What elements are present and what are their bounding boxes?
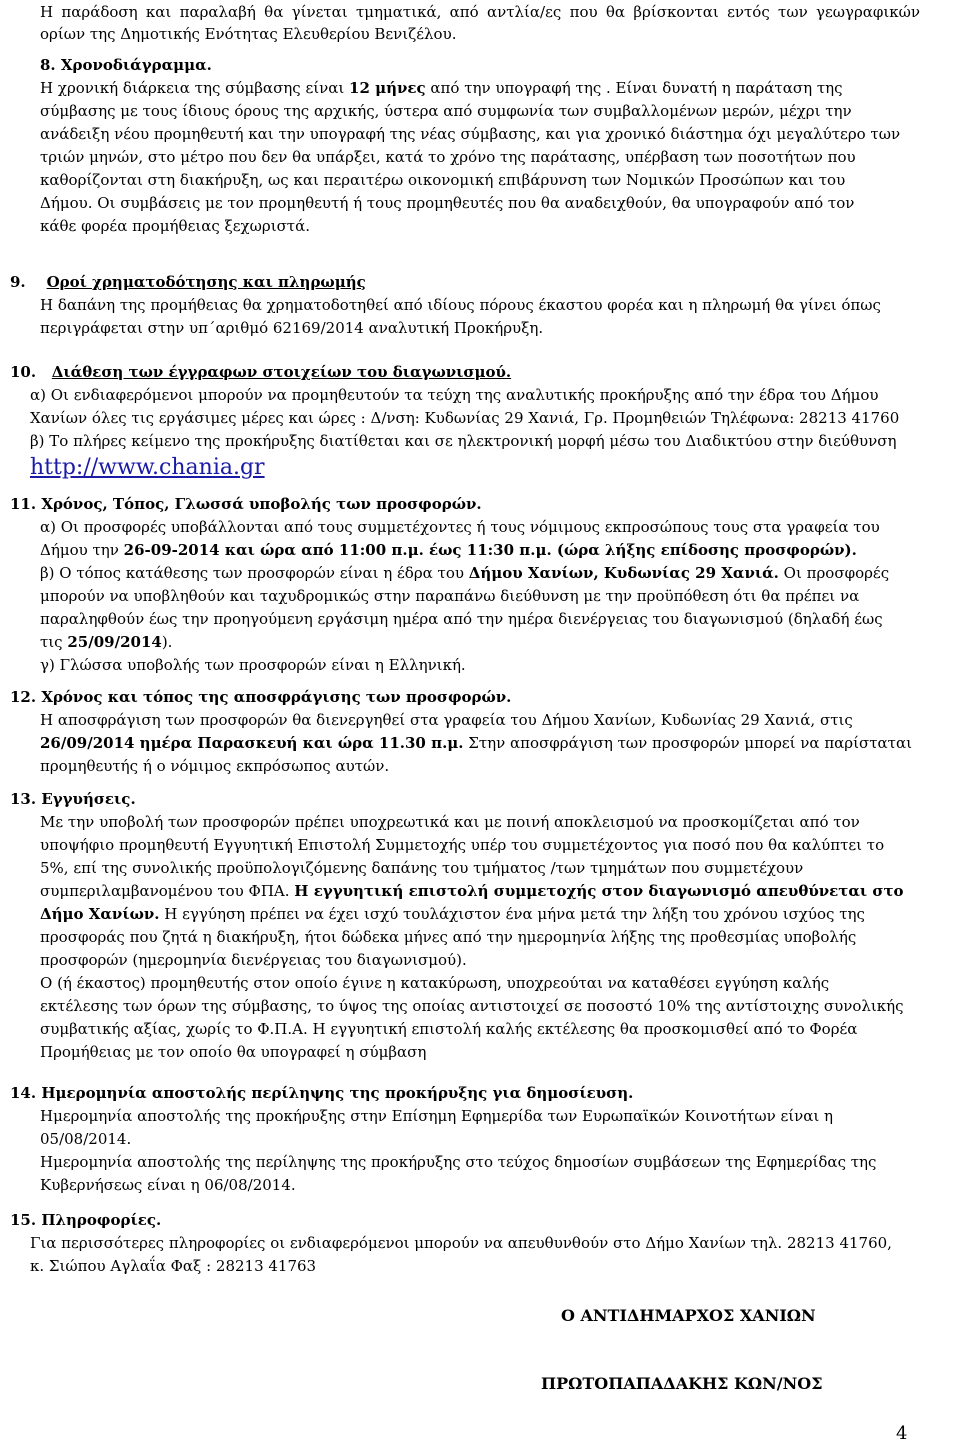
- section-13-line: [40, 881, 904, 901]
- section-10-line: β) Το πλήρες κείμενο της προκήρυξης διατίθεται και σε ηλεκτρονική μορφή μέσω του Διαδικτύου στην διεύθυνση: [30, 432, 897, 450]
- section-12-heading: 12. Χρόνος και τόπος της αποσφράγισης των προσφορών.: [10, 688, 512, 706]
- section-13-line: προσφορών (ημερομηνία διενέργειας του διαγωνισμού).: [40, 951, 467, 969]
- section-8-line: κάθε φορέα προμήθειας ξεχωριστά.: [40, 217, 311, 235]
- section-13-line: Προμήθειας με τον οποίο θα υπογραφεί η σύμβαση: [40, 1043, 427, 1061]
- municipality-text: Δήμο Χανίων.: [40, 905, 160, 923]
- section-12-line: προμηθευτής ή ο νόμιμος εκπρόσωπος αυτών.: [40, 757, 390, 775]
- text: τις: [40, 633, 68, 651]
- section-14-line: Ημερομηνία αποστολής της προκήρυξης στην Επίσημη Εφημερίδα των Ευρωπαϊκών Κοινοτήτων είναι η: [40, 1107, 834, 1125]
- section-8-line: τριών μηνών, στο μέτρο που δεν θα υπάρξει, κατά το χρόνο της παράτασης, υπέρβαση των ποσοτήτων που: [40, 148, 856, 166]
- text: ).: [161, 633, 173, 651]
- section-12-line: Η αποσφράγιση των προσφορών θα διενεργηθεί στα γραφεία του Δήμου Χανίων, Κυδωνίας 29 Χανιά, στις: [40, 711, 853, 729]
- section-12-line: [40, 733, 912, 753]
- section-13-line: Ο (ή έκαστος) προμηθευτής στον οποίο έγινε η κατακύρωση, υποχρεούται να καταθέσει εγγύηση καλής: [40, 974, 830, 992]
- section-14-line: Ημερομηνία αποστολής της περίληψης της προκήρυξης στο τεύχος δημοσίων συμβάσεων της Εφημερίδας της: [40, 1153, 877, 1171]
- section-8-line: Δήμου. Οι συμβάσεις με τον προμηθευτή ή τους προμηθευτές που θα αναδειχθούν, θα υπογραφούν από τον: [40, 194, 855, 212]
- section-13-line: προσφοράς που ζητά η διακήρυξη, ήτοι δώδεκα μήνες από την ημερομηνία λήξης της προθεσμίας υποβολής: [40, 928, 857, 946]
- section-8-line: καθορίζονται στη διακήρυξη, ως και περαιτέρω οικονομική επιβάρυνση των Νομικών Προσώπων και του: [40, 171, 846, 189]
- section-13-line: [40, 904, 865, 924]
- section-number: 10.: [10, 363, 37, 381]
- date-text: 25/09/2014: [67, 633, 162, 651]
- address-text: Δήμου Χανίων, Κυδωνίας 29 Χανιά.: [468, 564, 779, 582]
- signature-title: Ο ΑΝΤΙΔΗΜΑΡΧΟΣ ΧΑΝΙΩΝ: [561, 1306, 816, 1325]
- text: Η εγγύηση πρέπει να έχει ισχύ τουλάχιστον ένα μήνα μετά την λήξη του χρόνου ισχύος της: [159, 905, 865, 923]
- opening-date-text: 26/09/2014 ημέρα Παρασκευή και ώρα 11.30 π.μ.: [40, 734, 464, 752]
- section-11-line: [40, 632, 172, 652]
- text: από την υπογραφή της . Είναι δυνατή η παράταση της: [425, 79, 843, 97]
- section-11-line: α) Οι προσφορές υποβάλλονται από τους συμμετέχοντες ή τους νόμιμους εκπροσώπους τους στα γραφεία του: [40, 518, 880, 536]
- text: β) Ο τόπος κατάθεσης των προσφορών είναι η έδρα του: [40, 564, 469, 582]
- section-11-line: μπορούν να υποβληθούν και ταχυδρομικώς στην παραπάνω διεύθυνση με την προϋπόθεση ότι θα πρέπει να: [40, 587, 860, 605]
- section-11-heading: 11. Χρόνος, Τόπος, Γλωσσά υποβολής των προσφορών.: [10, 495, 482, 513]
- section-13-line: 5%, επί της συνολικής προϋπολογιζόμενης δαπάνης του τμήματος /των τμημάτων που συμμετέχουν: [40, 859, 804, 877]
- duration-text: 12 μήνες: [349, 79, 426, 97]
- section-10-line: α) Οι ενδιαφερόμενοι μπορούν να προμηθευτούν τα τεύχη της αναλυτικής προκήρυξης από την έδρα του Δήμου: [30, 386, 879, 404]
- text: Η χρονική διάρκεια της σύμβασης είναι: [40, 79, 350, 97]
- section-8-line: ανάδειξη νέου προμηθευτή και την υπογραφή της νέας σύμβασης, και για χρονικό διάστημα όχι μεγαλύτερο των: [40, 125, 901, 143]
- section-14-line: 05/08/2014.: [40, 1130, 132, 1148]
- section-11-line: παραληφθούν έως την προηγούμενη εργάσιμη ημέρα από την ημέρα διενέργειας του διαγωνισμού (δηλαδή έως: [40, 610, 883, 628]
- text: Δήμου την: [40, 541, 124, 559]
- section-10-heading: [10, 362, 511, 382]
- text: Στην αποσφράγιση των προσφορών μπορεί να παρίσταται: [463, 734, 912, 752]
- section-15-line: κ. Σιώπου Αγλαΐα Φαξ : 28213 41763: [30, 1257, 317, 1275]
- text: Οι προσφορές: [778, 564, 890, 582]
- section-title: Οροί χρηματοδότησης και πληρωμής: [46, 273, 366, 291]
- section-13-heading: 13. Εγγυήσεις.: [10, 790, 136, 808]
- section-13-line: υποψήφιο προμηθευτή Εγγυητική Επιστολή Συμμετοχής υπέρ του συμμετέχοντος για ποσό που θα καλύπτει το: [40, 836, 885, 854]
- section-title: Διάθεση των έγγραφων στοιχείων του διαγωνισμού.: [51, 363, 512, 381]
- section-15-line: Για περισσότερες πληροφορίες οι ενδιαφερόμενοι μπορούν να απευθυνθούν στο Δήμο Χανίων τηλ. 28213 41760,: [30, 1234, 892, 1252]
- section-8-line: σύμβασης με τους ίδιους όρους της αρχικής, ύστερα από συμφωνία των συμβαλλομένων μερών, μέχρι την: [40, 102, 852, 120]
- section-13-line: συμβατικής αξίας, χωρίς το Φ.Π.Α. Η εγγυητική επιστολή καλής εκτέλεσης θα προσκομισθεί από το Φορέα: [40, 1020, 858, 1038]
- section-11-line: [40, 540, 857, 560]
- intro-line: Η παράδοση και παραλαβή θα γίνεται τμηματικά, από αντλία/ες που θα βρίσκονται εντός των γεωγραφικών: [40, 3, 920, 21]
- section-number: 9.: [10, 273, 26, 291]
- section-14-line: Κυβερνήσεως είναι η 06/08/2014.: [40, 1176, 296, 1194]
- section-8-line: [40, 78, 843, 98]
- section-9-line: Η δαπάνη της προμήθειας θα χρηματοδοτηθεί από ιδίους πόρους έκαστου φορέα και η πληρωμή θα γίνει όπως: [40, 296, 881, 314]
- deadline-text: 26-09-2014 και ώρα από 11:00 π.μ. έως 11:30 π.μ. (ώρα λήξης επίδοσης προσφορών).: [123, 541, 857, 559]
- section-10-line: Χανίων όλες τις εργάσιμες μέρες και ώρες : Δ/νση: Κυδωνίας 29 Χανιά, Γρ. Προμηθειών Τηλέφωνα: 28213 41760: [30, 409, 900, 427]
- section-11-line: [40, 563, 889, 583]
- intro-line: ορίων της Δημοτικής Ενότητας Ελευθερίου Βενιζέλου.: [40, 25, 457, 43]
- section-9-heading: [10, 272, 366, 292]
- section-15-heading: 15. Πληροφορίες.: [10, 1211, 162, 1229]
- section-14-heading: 14. Ημερομηνία αποστολής περίληψης της προκήρυξης για δημοσίευση.: [10, 1084, 634, 1102]
- section-13-line: εκτέλεσης των όρων της σύμβασης, το ύψος της οποίας αντιστοιχεί σε ποσοστό 10% της αντίστοιχης συνολικής: [40, 997, 904, 1015]
- signature-name: ΠΡΩΤΟΠΑΠΑΔΑΚΗΣ ΚΩΝ/ΝΟΣ: [541, 1374, 823, 1393]
- website-link[interactable]: http://www.chania.gr: [30, 455, 265, 480]
- section-11-line: γ) Γλώσσα υποβολής των προσφορών είναι η Ελληνική.: [40, 656, 466, 674]
- section-8-heading: 8. Χρονοδιάγραμμα.: [40, 56, 212, 74]
- guarantee-text: Η εγγυητική επιστολή συμμετοχής στον διαγωνισμό απευθύνεται στο: [294, 882, 904, 900]
- text: συμπεριλαμβανομένου του ΦΠΑ.: [40, 882, 295, 900]
- page-number: 4: [896, 1423, 908, 1444]
- section-9-line: περιγράφεται στην υπ΄αριθμό 62169/2014 αναλυτική Προκήρυξη.: [40, 319, 544, 337]
- section-13-line: Με την υποβολή των προσφορών πρέπει υποχρεωτικά και με ποινή αποκλεισμού να προσκομίζεται από τον: [40, 813, 860, 831]
